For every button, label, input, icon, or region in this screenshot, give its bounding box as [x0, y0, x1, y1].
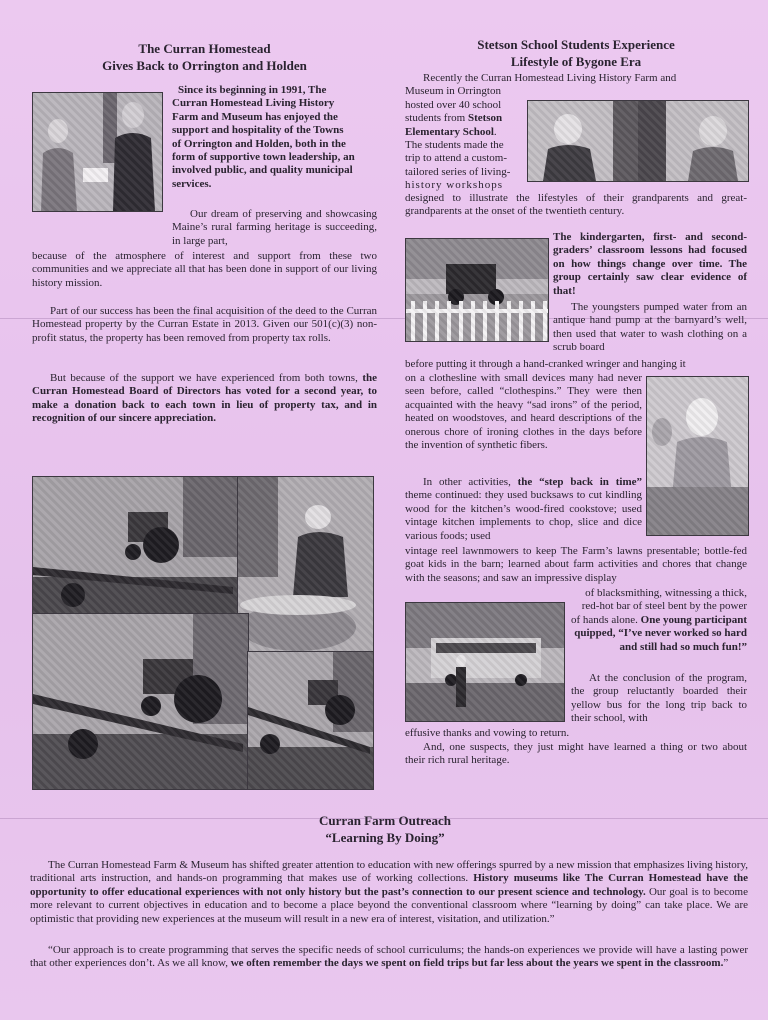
intro-bold-stetson: Stetson [467, 112, 503, 125]
intro-text: students from [405, 112, 466, 125]
left-para3: Part of our success has been the final acquisition of the deed to the Curran Homestead property by the Curran Estate in 2013. Given our 501(c)(3) non-profit status, the property has been removed from property tax rolls. [32, 305, 377, 344]
lead-line: involved public, and quality municipal [172, 164, 353, 177]
right-kinder-bold: The kindergarten, first- and second-graders’ classroom lessons had focused on how things change over time. The group certainly saw clear evidence of that! [553, 231, 747, 297]
right-article-title-line1: Stetson School Students Experience [477, 37, 675, 52]
smithing-wrap: of blacksmithing, witnessing a thick, red-hot bar of steel bent by the power of hands alone. [571, 587, 747, 626]
intro-line: The students made the [405, 139, 504, 152]
lead-line: Curran Homestead Living History [172, 97, 335, 110]
bottom-article-title-line1: Curran Farm Outreach [319, 813, 451, 828]
lead-line: services. [172, 177, 212, 190]
left-para4-bold: the Curran Homestead Board of Directors has voted for a second year, to make a donation back to each town in lieu of property tax, and in recognition of our sincere appreciation. [32, 372, 377, 425]
photo-tractor-ramp-3 [247, 651, 374, 790]
right-final-para: And, one suspects, they just might have learned a thing or two about their rich rural heritage. [405, 741, 747, 767]
right-other-activities [405, 476, 642, 543]
lead-line: support and hospitality of the Towns [172, 124, 344, 137]
intro-line [405, 112, 523, 125]
photo-tractor-ramp-2 [32, 613, 249, 790]
right-smithing [571, 587, 747, 654]
other-bold: the “step back in time” [510, 476, 642, 488]
bottom-para2-end: ” [723, 957, 729, 970]
photo-school-bus [405, 602, 565, 722]
right-other-full: vintage reel lawnmowers to keep The Farm’s lawns presentable; bottle-fed goat kids in the barn; learned about farm activities and chores that change with the seasons; and saw an impressive display [405, 545, 747, 584]
intro-line: history workshops [405, 179, 503, 192]
photo-antique-truck [405, 238, 549, 342]
lead-line: Since its beginning in 1991, The [178, 84, 327, 96]
intro-bold-elementary: Elementary School [405, 125, 494, 138]
right-youngsters-full: before putting it through a hand-cranked wringer and hanging it [405, 358, 686, 370]
right-youngsters-wrap: The youngsters pumped water from an antique hand pump at the barnyard’s well, then used that water to wash clothing on a scrub board [553, 301, 747, 354]
intro-line: Elementary School. [405, 125, 497, 138]
right-article-header [405, 36, 747, 70]
photo-students-telephone [527, 100, 749, 182]
right-intro-end: designed to illustrate the lifestyles of their grandparents and great-grandparents at the onset of the twentieth century. [405, 192, 747, 218]
bottom-para2-plain: “Our approach is to create programming that serves the specific needs of school curriculums; the hands-on experiences we provide will have a lasting power that other experiences don’t. As we all know, [30, 944, 748, 970]
bottom-article-header [40, 812, 730, 846]
lead-line: of Orrington and Holden, both in the [172, 137, 346, 150]
intro-line: tailored series of living- [405, 165, 511, 178]
intro-line: Museum in Orrington [405, 85, 501, 98]
bottom-para1-plain2: Our goal is to become more relevant to current objectives in education and to become a place beyond the conventional classroom where “learning by doing” can take place. We are optimistic that providing new experiences at the museum will result in a new era of interest, visitation, and utilization.” [30, 885, 748, 925]
bottom-article-title-line2: “Learning By Doing” [325, 830, 445, 845]
other-rest: theme continued: they used bucksaws to cut kindling wood for the kitchen’s wood-fired cookstove; used vintage kitchen implements to chop, slice and dice various foods; used [405, 489, 642, 542]
bottom-para1-bold: History museums like The Curran Homestead have the opportunity to offer educational experiences with not only history but the past’s connection to our present science and technology. [30, 872, 748, 898]
photo-tractor-ramp-1 [32, 476, 239, 615]
right-intro-wrap [405, 85, 523, 192]
right-intro-full: Recently the Curran Homestead Living History Farm and [423, 72, 677, 84]
right-conclusion-full: effusive thanks and vowing to return. [405, 727, 570, 739]
photo-child-washing [237, 476, 374, 653]
bottom-para2 [30, 944, 748, 971]
lead-line: form of supportive town leadership, an [172, 151, 355, 164]
smithing-bold: One young participant quipped, “I’ve never worked so hard and still had so much fun!” [574, 613, 748, 653]
right-conclusion-wrap: At the conclusion of the program, the group reluctantly boarded their yellow bus for the long trip back to their school, with [571, 672, 747, 725]
left-para2-full: because of the atmosphere of interest and support from these two communities and we appreciate all that has been done in support of our living history mission. [32, 250, 377, 289]
lead-line: Farm and Museum has enjoyed the [172, 110, 338, 123]
left-article-title-line1: The Curran Homestead [138, 41, 271, 56]
photo-girl-ironing [646, 376, 749, 536]
left-para2-wrap: Our dream of preserving and showcasing Maine’s rural farming heritage is succeeding, in large part, [172, 208, 377, 247]
intro-line: hosted over 40 school [405, 98, 502, 111]
left-para4-plain: But because of the support we have experienced from both towns, [50, 372, 358, 384]
bottom-para1-plain1: The Curran Homestead Farm & Museum has shifted greater attention to education with new offerings spurred by a new mission that emphasizes living history, traditional arts instruction, and hands-on programming that makes use of working collections. [30, 859, 748, 885]
left-article-lead [172, 84, 377, 191]
left-para4 [32, 372, 377, 426]
bottom-para2-bold: we often remember the days we spent on field trips but far less about the years we spent in the classroom. [227, 957, 724, 970]
right-irons-wrap: on a clothesline with small devices many had never seen before, called “clothespins.” They were then acquainted with the heavy “sad irons” of the period, heated on woodstoves, and heard descriptions of the onerous chore of ironing clothes in the days before the invention of synthetic fibers. [405, 372, 642, 452]
left-article-header [32, 40, 377, 74]
other-plain: In other activities, [423, 476, 511, 488]
intro-line: trip to attend a custom- [405, 152, 508, 165]
left-article-title-line2: Gives Back to Orrington and Holden [102, 58, 307, 73]
right-article-title-line2: Lifestyle of Bygone Era [510, 54, 642, 69]
photo-award-presentation [32, 92, 163, 212]
bottom-para1 [30, 859, 748, 926]
